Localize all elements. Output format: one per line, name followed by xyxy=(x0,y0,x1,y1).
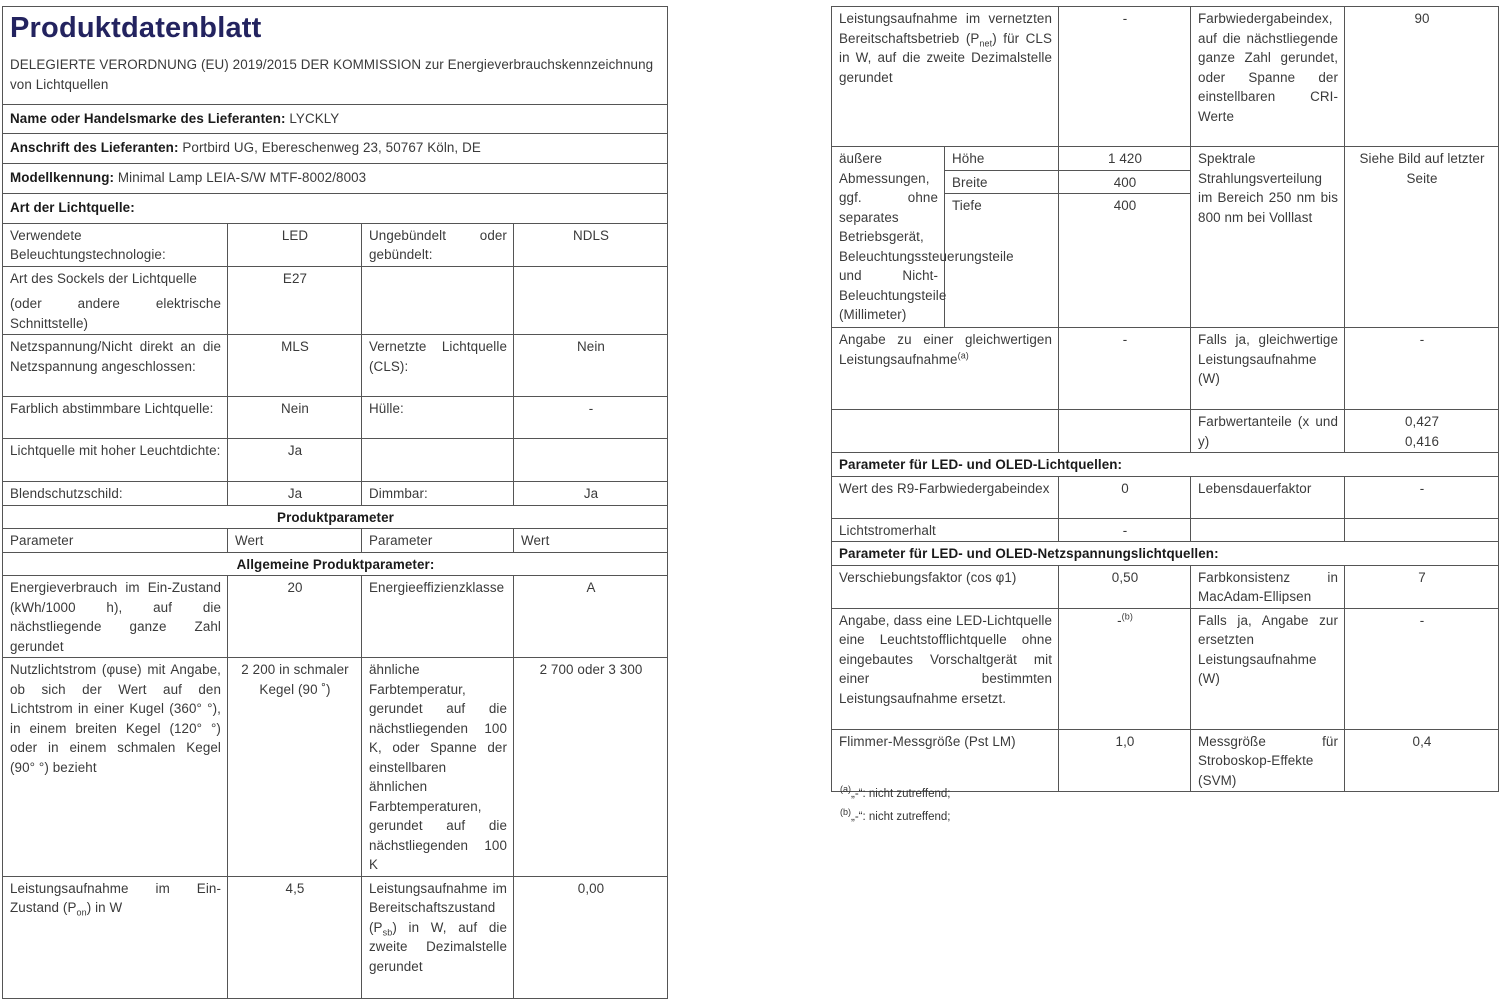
replace-yes-label: Falls ja, Angabe zur ersetzten Leistungsaufnahme (W) xyxy=(1191,608,1345,729)
socket-value: E27 xyxy=(228,266,362,335)
pnet-label xyxy=(832,7,1059,147)
color-cons-label: Farbkonsistenz in MacAdam-Ellipsen xyxy=(1191,565,1345,608)
tech-value: LED xyxy=(228,223,362,266)
height-label: Höhe xyxy=(945,147,1059,171)
model-label: Modellkennung: xyxy=(10,169,115,185)
strobo-label: Messgröße für Stroboskop-Effekte (SVM) xyxy=(1191,729,1345,792)
glare-label: Blendschutzschild: xyxy=(3,482,228,506)
eclass-label: Energieeffizienzklasse xyxy=(362,576,514,658)
lifetime-label: Lebensdauerfaktor xyxy=(1191,476,1345,518)
page-title: Produktdatenblatt xyxy=(3,7,668,50)
datasheet-page-left xyxy=(2,6,667,999)
chroma-x: 0,427 xyxy=(1405,414,1440,429)
glare-value: Ja xyxy=(228,482,362,506)
dimmable-label: Dimmbar: xyxy=(362,482,514,506)
pon-label-sub: on xyxy=(76,907,87,918)
depth-value: 400 xyxy=(1059,194,1191,328)
high-lum-value: Ja xyxy=(228,439,362,482)
footnote-a-mark: (a) xyxy=(840,784,851,795)
replace-value-sup: (b) xyxy=(1121,611,1133,622)
supplier-address-value: Portbird UG, Ebereschenweg 23, 50767 Köln, DE xyxy=(182,139,481,155)
pon-label-b: ) in W xyxy=(86,900,123,915)
energy-value: 20 xyxy=(228,576,362,658)
color-tunable-value: Nein xyxy=(228,397,362,439)
regulation-text: DELEGIERTE VERORDNUNG (EU) 2019/2015 DER KOMMISSION zur Energieverbrauchskennzeichnung von Lichtquellen xyxy=(3,49,668,104)
empty-cell xyxy=(832,410,1059,453)
pnet-label-b: ) für CLS in W, auf die zweite Dezimalstelle gerundet xyxy=(839,30,1053,85)
flicker-value: 1,0 xyxy=(1059,729,1191,792)
footnote-b-text: „-“: nicht zutreffend; xyxy=(851,811,951,823)
high-lum-label: Lichtquelle mit hoher Leuchtdichte: xyxy=(3,439,228,482)
cct-label: ähnliche Farbtemperatur, gerundet auf die nächstliegenden 100 K, oder Spanne der einstellbaren ähnlichen Farbtemperaturen, gerundet auf die nächstliegenden 100 K xyxy=(362,658,514,877)
psb-label-a: Leistungsaufnahme im Bereitschaftszustand (P xyxy=(369,880,507,935)
pnet-label-sub: net xyxy=(979,38,993,49)
replace-value-a: - xyxy=(1117,612,1122,628)
height-value: 1 420 xyxy=(1059,147,1191,171)
strobo-value: 0,4 xyxy=(1345,729,1499,792)
depth-label: Tiefe xyxy=(945,194,1059,328)
equiv-label xyxy=(832,328,1059,410)
empty-cell xyxy=(362,439,514,482)
pnet-label-a: Leistungsaufnahme im vernetzten Bereitschaftsbetrieb (P xyxy=(839,11,1053,46)
supplier-name-row xyxy=(3,104,668,133)
light-source-type-label: Art der Lichtquelle: xyxy=(3,193,668,223)
eclass-value: A xyxy=(514,576,668,658)
datasheet-table-left xyxy=(2,6,668,999)
mains-label: Netzspannung/Nicht direkt an die Netzspannung angeschlossen: xyxy=(3,335,228,397)
equiv-yes-value: - xyxy=(1345,328,1499,410)
color-tunable-label: Farblich abstimmbare Lichtquelle: xyxy=(3,397,228,439)
dims-label: äußere Abmessungen, ggf. ohne separates Betriebsgerät, Beleuchtungssteuerungsteile und Nicht-Beleuchtungsteile (Millimeter) xyxy=(832,147,945,328)
psb-label xyxy=(362,876,514,998)
flux-value: 2 200 in schmaler Kegel (90 ˚) xyxy=(228,658,362,877)
psb-value: 0,00 xyxy=(514,876,668,998)
supplier-address-label: Anschrift des Lieferanten: xyxy=(10,139,179,155)
equiv-value: - xyxy=(1059,328,1191,410)
r9-label: Wert des R9-Farbwiedergabeindex xyxy=(832,476,1059,518)
width-label: Breite xyxy=(945,170,1059,194)
replace-yes-value: - xyxy=(1345,608,1499,729)
led-mains-heading: Parameter für LED- und OLED-Netzspannungslichtquellen: xyxy=(832,542,1499,566)
empty-cell xyxy=(1191,518,1345,542)
empty-cell xyxy=(514,266,668,335)
chroma-value xyxy=(1345,410,1499,453)
equiv-label-a: Angabe zu einer gleichwertigen Leistungsaufnahme xyxy=(839,332,1053,367)
tech-label: Verwendete Beleuchtungstechnologie: xyxy=(3,223,228,266)
chroma-label: Farbwertanteile (x und y) xyxy=(1191,410,1345,453)
empty-cell xyxy=(514,439,668,482)
pnet-value: - xyxy=(1059,7,1191,147)
bundled-value: NDLS xyxy=(514,223,668,266)
general-params-heading: Allgemeine Produktparameter: xyxy=(3,552,668,576)
cri-value: 90 xyxy=(1345,7,1499,147)
lifetime-value: - xyxy=(1345,476,1499,518)
empty-cell xyxy=(1345,518,1499,542)
chroma-y: 0,416 xyxy=(1405,433,1440,449)
dpf-value: 0,50 xyxy=(1059,565,1191,608)
cri-label: Farbwiedergabeindex, auf die nächstliegende ganze Zahl gerundet, oder Spanne der einstellbaren CRI-Werte xyxy=(1191,7,1345,147)
socket-label-a: Art des Sockels der Lichtquelle xyxy=(10,270,197,286)
flux-label: Nutzlichtstrom (φuse) mit Angabe, ob sich der Wert auf den Lichtstrom in einer Kugel (360° °), in einem breiten Kegel (120° °) oder in einem schmalen Kegel (90° °) bezieht xyxy=(3,658,228,877)
envelope-label: Hülle: xyxy=(362,397,514,439)
r9-value: 0 xyxy=(1059,476,1191,518)
supplier-name-label: Name oder Handelsmarke des Lieferanten: xyxy=(10,110,286,126)
cls-value: Nein xyxy=(514,335,668,397)
replace-value xyxy=(1059,608,1191,729)
pon-label xyxy=(3,876,228,998)
cls-label: Vernetzte Lichtquelle (CLS): xyxy=(362,335,514,397)
product-params-heading: Produktparameter xyxy=(3,505,668,529)
equiv-yes-label: Falls ja, gleichwertige Leistungsaufnahme (W) xyxy=(1191,328,1345,410)
col-header-param: Parameter xyxy=(362,529,514,553)
supplier-name-value: LYCKLY xyxy=(289,110,340,126)
model-value: Minimal Lamp LEIA-S/W MTF-8002/8003 xyxy=(117,169,367,185)
col-header-param: Parameter xyxy=(3,529,228,553)
width-value: 400 xyxy=(1059,170,1191,194)
footnote-a-text: „-“: nicht zutreffend; xyxy=(851,788,951,800)
socket-label-b: (oder andere elektrische Schnittstelle) xyxy=(10,296,221,331)
model-row xyxy=(3,163,668,193)
dpf-label: Verschiebungsfaktor (cos φ1) xyxy=(832,565,1059,608)
col-header-value: Wert xyxy=(514,529,668,553)
col-header-value: Wert xyxy=(228,529,362,553)
psb-label-b: ) in W, auf die zweite Dezimalstelle gerundet xyxy=(369,919,507,974)
replace-label: Angabe, dass eine LED-Lichtquelle eine Leuchtstofflichtquelle ohne eingebautes Vorschaltgerät mit einer bestimmten Leistungsaufnahme ersetzt. xyxy=(832,608,1059,729)
cct-value: 2 700 oder 3 300 xyxy=(514,658,668,877)
mains-value: MLS xyxy=(228,335,362,397)
envelope-value: - xyxy=(514,397,668,439)
footnote-a xyxy=(840,784,951,800)
flicker-label: Flimmer-Messgröße (Pst LM) xyxy=(832,729,1059,792)
empty-cell xyxy=(1059,410,1191,453)
pon-label-a: Leistungsaufnahme im Ein-Zustand (P xyxy=(10,880,221,915)
spectral-label: Spektrale Strahlungsverteilung im Bereich 250 nm bis 800 nm bei Volllast xyxy=(1191,147,1345,328)
bundled-label: Ungebündelt oder gebündelt: xyxy=(362,223,514,266)
color-cons-value: 7 xyxy=(1345,565,1499,608)
supplier-address-row xyxy=(3,133,668,163)
pon-value: 4,5 xyxy=(228,876,362,998)
empty-cell xyxy=(362,266,514,335)
dimmable-value: Ja xyxy=(514,482,668,506)
spectral-value: Siehe Bild auf letzter Seite xyxy=(1345,147,1499,328)
footnote-b xyxy=(840,807,951,823)
flux-maint-label: Lichtstromerhalt xyxy=(832,518,1059,542)
led-heading: Parameter für LED- und OLED-Lichtquellen: xyxy=(832,453,1499,477)
equiv-label-sup: (a) xyxy=(957,350,969,361)
socket-label xyxy=(3,266,228,335)
energy-label: Energieverbrauch im Ein-Zustand (kWh/1000 h), auf die nächstliegende ganze Zahl gerundet xyxy=(3,576,228,658)
footnote-b-mark: (b) xyxy=(840,807,851,818)
flux-maint-value: - xyxy=(1059,518,1191,542)
psb-label-sub: sb xyxy=(382,927,393,938)
